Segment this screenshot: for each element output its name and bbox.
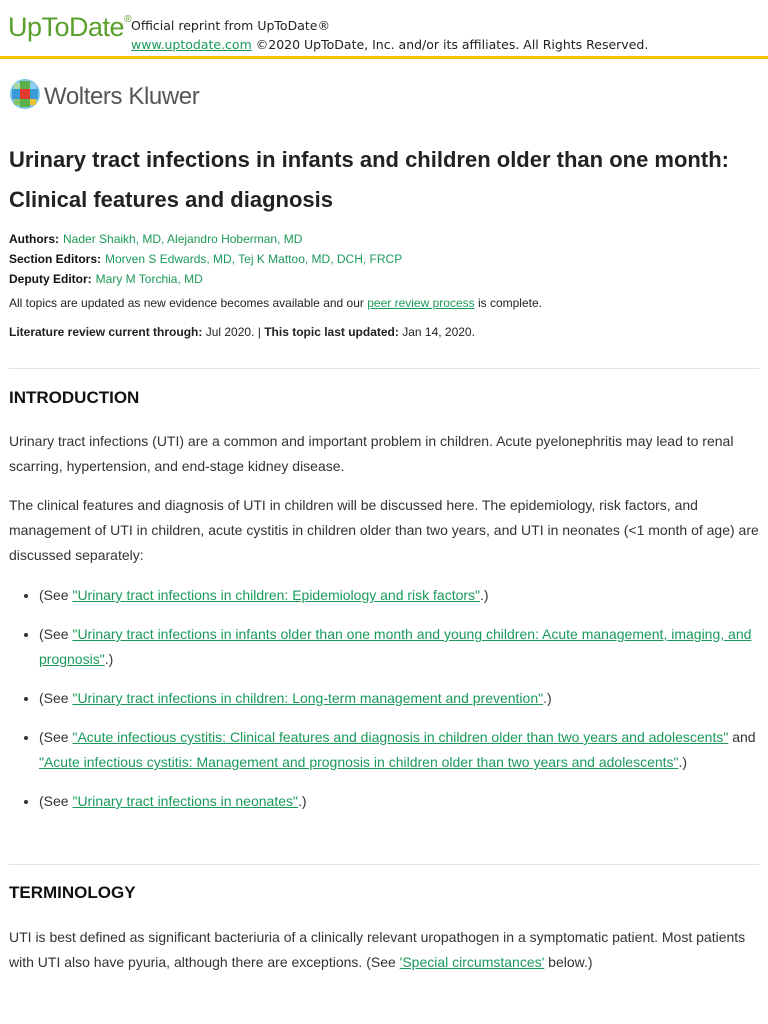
reference-link[interactable]: "Acute infectious cystitis: Management and prognosis in children older than two years and adolescents" [39,754,679,770]
see-also-list [9,583,761,828]
introduction-paragraph-1: Urinary tract infections (UTI) are a common and important problem in children. Acute pyelonephritis may lead to renal scarring, hypertension, and end-stage kidney disease. [9,433,734,474]
section-editors-row: Section Editors: Morven S Edwards, MD, Tej K Mattoo, MD, DCH, FRCP [9,252,403,266]
section-editors-link[interactable]: Morven S Edwards, MD, Tej K Mattoo, MD, DCH, FRCP [105,252,403,266]
list-item: • (See "Urinary tract infections in infants older than one month and young children: Acute management, imaging, and prognosis".) [39,622,761,672]
update-note: All topics are updated as new evidence becomes available and our peer review process is complete. [9,296,542,310]
wolters-kluwer-logo-icon [9,78,42,111]
authors-row: Authors: Nader Shaikh, MD, Alejandro Hoberman, MD [9,232,303,246]
terminology-heading: TERMINOLOGY [9,883,136,902]
introduction-paragraph-2: The clinical features and diagnosis of UTI in children will be discussed here. The epidemiology, risk factors, and management of UTI in children, acute cystitis in children older than two years, and UTI in neonates (<1 month of age) are discussed separately: [9,497,759,563]
divider [9,368,759,369]
reference-link[interactable]: "Acute infectious cystitis: Clinical features and diagnosis in children older than two years and adolescents" [72,729,729,745]
list-item: • (See "Urinary tract infections in neonates".) [39,789,761,814]
terminology-paragraph: UTI is best defined as significant bacteriuria of a clinically relevant uropathogen in a symptomatic patient. Most patients with UTI also have pyuria, although there are exceptions. (See 'Special circumstances' below.) [9,929,746,970]
reference-link[interactable]: "Urinary tract infections in neonates" [72,793,298,809]
article-credits [9,229,402,289]
uptodate-logo[interactable]: UpToDate® [8,12,131,42]
reference-link[interactable]: "Urinary tract infections in infants older than one month and young children: Acute management, imaging, and prognosis" [39,626,752,667]
copyright-line [131,35,648,54]
article-title: Urinary tract infections in infants and children older than one month: Clinical features and diagnosis [9,147,729,212]
review-dates: Literature review current through: Jul 2020. | This topic last updated: Jan 14, 2020. [9,325,475,339]
authors-link[interactable]: Nader Shaikh, MD, Alejandro Hoberman, MD [63,232,303,246]
list-item: • (See "Acute infectious cystitis: Clinical features and diagnosis in children older than two years and adolescents" and "Acute infectious cystitis: Management and prognosis in children older than two years and adolescents".) [39,725,761,775]
reprint-header [0,0,768,59]
reprint-line: Official reprint from UpToDate® [131,18,330,33]
reference-link[interactable]: "Urinary tract infections in children: Epidemiology and risk factors" [72,587,481,603]
list-item: • (See "Urinary tract infections in children: Epidemiology and risk factors".) [39,583,761,608]
reference-link[interactable]: "Urinary tract infections in children: Long-term management and prevention" [72,690,544,706]
peer-review-link[interactable]: peer review process [367,296,475,310]
uptodate-url-link[interactable]: www.uptodate.com [131,37,252,52]
special-circumstances-link[interactable]: 'Special circumstances' [399,954,545,970]
wolters-kluwer-logo: Wolters Kluwer [44,83,200,110]
deputy-editor-link[interactable]: Mary M Torchia, MD [95,272,203,286]
deputy-editor-row: Deputy Editor: Mary M Torchia, MD [9,272,203,286]
introduction-heading: INTRODUCTION [9,388,140,407]
reprint-notice [131,16,648,54]
copyright-text: ©2020 UpToDate, Inc. and/or its affiliates. All Rights Reserved. [255,37,649,52]
divider [9,864,759,865]
list-item: • (See "Urinary tract infections in children: Long-term management and prevention".) [39,686,761,711]
